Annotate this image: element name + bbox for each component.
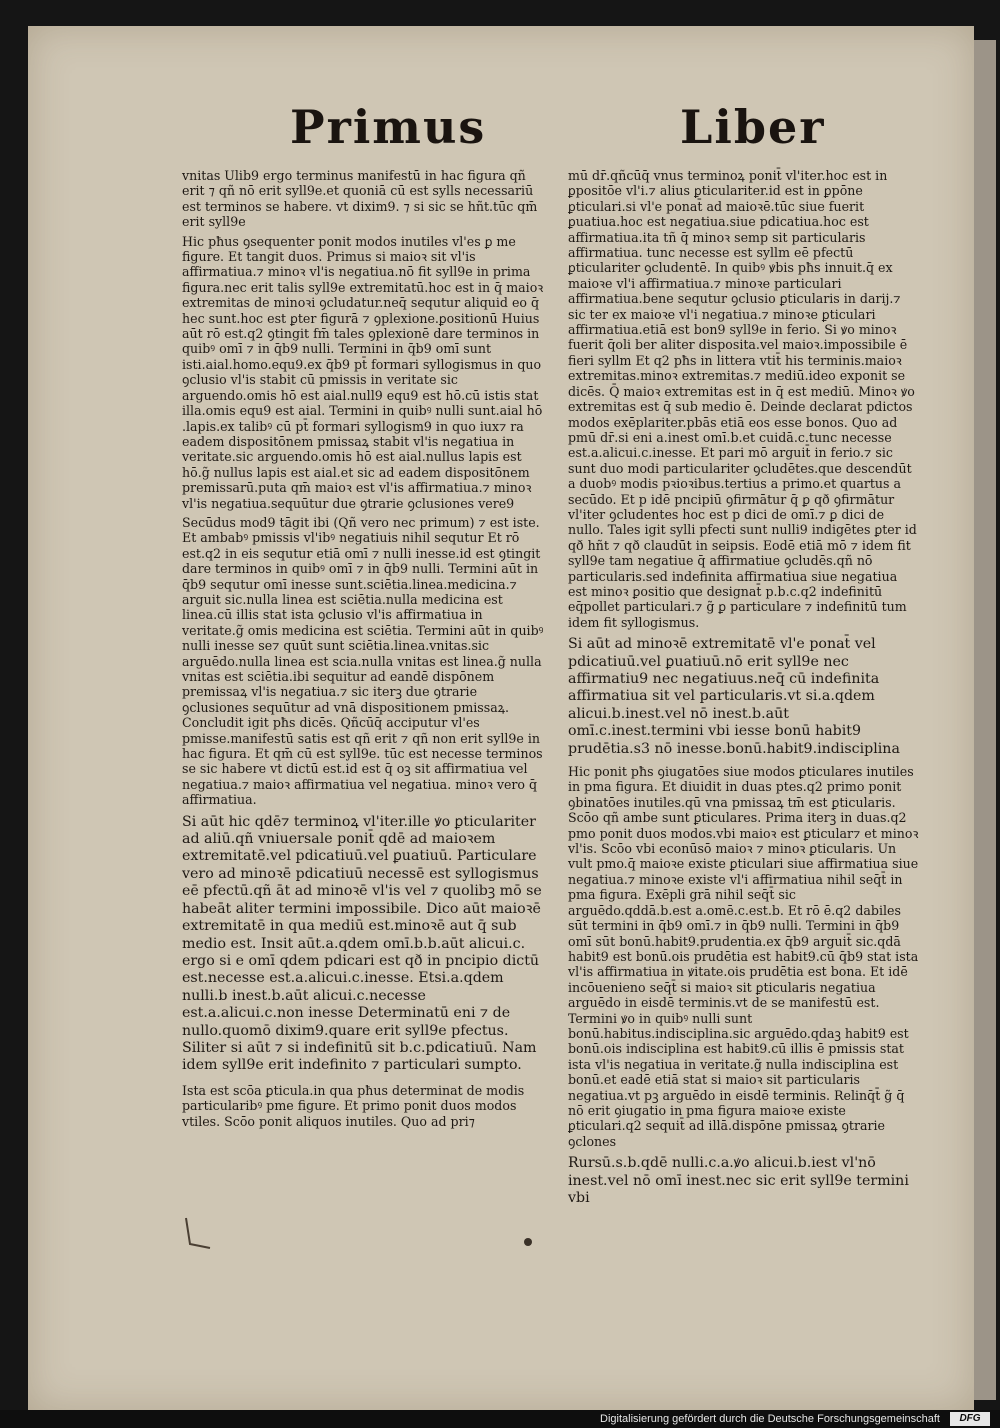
ink-smudge-mark: [180, 1214, 220, 1254]
running-head-right: Liber: [680, 100, 826, 154]
footer-credit-text: Digitalisierung gefördert durch die Deutsche Forschungsgemeinschaft: [600, 1413, 940, 1425]
dfg-logo: DFG: [950, 1412, 990, 1426]
paragraph: Secūdus mod9 tāgit ibi (Qñ vero nec primum) ⁊ est iste. Et ambabꝰ pmissis vl'ibꝰ negatiuis nihil sequtur Et rō est.q2 in eis sequtur etiā omī ⁊ nulli inesse.id est ꝯtingit dare terminos in quibꝰ omī ⁊ in q̄b9 nulli. Termini aūt in q̄b9 sequtur omī inesse sunt.sciētia.linea.medicina.⁊ arguit sic.nulla linea est sciētia.nulla medicina est linea.cū illis stat ista ꝯclusio vl'is affirmatiua in veritate.g̃ omis medicina est sciētia. Termini aūt in quibꝰ nulli inesse se⁊ quūt sunt sciētia.linea.vnitas.sic arguēdo.nulla linea est scia.nulla vnitas est linea.g̃ nulla vnitas est sciētia.ibi sequitur ad eandē dispōnem premissaꝝ vl'is negatiua.⁊ sic iterꝫ due ꝯtrarie ꝯclusiones sequūtur ad vnā dispositionem pmissaꝝ. Concludit igit pħs dicēs. Qñcūq̄ acciputur vl'es pmisse.manifestū satis est qñ erit ⁊ qñ non erit syll9e in hac figura. Et qm̄ cū est syll9e. tūc est necesse terminos se sic habere vt dictū est.id est q̄ oꝫ sit affirmatiua vel negatiua.⁊ maioꝛ affirmatiua vel negatiua. minoꝛ vero q̄ affirmatiua.: [182, 514, 544, 808]
paragraph: Hic ponit pħs ꝯiugatōes siue modos ꝑticulares inutiles in pma figura. Et diuidit in duas ptes.q2 primo ponit ꝯbinatōes inutiles.qū vna pmissaꝝ tm̄ est ꝑticularis. Scōo qñ ambe sunt ꝑticulares. Prima iterꝫ in duas.q2 pmo ponit duos modos.vbi maioꝛ est ꝑticular⁊ et minoꝛ vl'is. Scōo vbi econūsō maioꝛ ⁊ minoꝛ ꝑticularis. Un vult pmo.q̄ maioꝛe existe ꝑticulari siue affirmatiua siue negatiua.⁊ minoꝛe existe vl'i affirmatiua nihil seq̄t̄ in pma figura. Exēpli grā nihil seq̄t̄ sic arguēdo.qddā.b.est a.omē.c.est.b. Et rō ē.q2 dabiles sūt termini in q̄b9 omī.⁊ in q̄b9 nulli. Termini in q̄b9 omī sūt bonū.habit9.prudentia.ex q̄b9 arguit̄ sic.qdā habit9 est bonū.ois prudētia est habit9.cū q̄b9 stat ista vl'is affirmatiua in ꝟitate.ois prudētia est bona. Et idē incōuenieno seq̄t̄ si maioꝛ sit ꝑticularis negatiua arguēdo in eisdē terminis.vt de se manifestū est. Termini ꝟo in quibꝰ nulli sunt bonū.habitus.indisciplina.sic arguēdo.qdaꝫ habit9 est bonū.ois indisciplina est habit9.cū illis ē pmissis stat ista vl'is negatiua in veritate.g̃ nulla indisciplina est bonū.et eadē etiā stat si maioꝛ sit particularis negatiua.vt pꝫ arguēdo in eisdē terminis. Relinq̄t̄ g̃ q̄ nō erit ꝯiugatio in pma figura maioꝛe existe ꝑticulari.q2 sequit̄ ad illā.dispōne pmissaꝝ ꝯtrarie ꝯclones: [568, 764, 919, 1149]
left-text-column: [182, 168, 544, 1133]
paragraph: mū dr̄.qñcūq̄ vnus terminoꝝ ponit̄ vl'iter.hoc est in ꝑpositōe vl'i.⁊ alius ꝑticulariter.id est in ꝑpōne ꝑticulari.si vl'e ponat̄ ad maioꝛē.tūc siue fuerit ꝑuatiua.hoc est negatiua.siue pdicatiua.hoc est affirmatiua.ita tñ q̄ minoꝛ semp sit particularis affirmatiua. tunc necesse est syllm eē pfectū ꝑticulariter ꝯcludentē. In quibꝰ ꝟbis pħs innuit.q̄ ex maioꝛe vl'i affirmatiua.⁊ minoꝛe particulari affirmatiua.bene sequtur ꝯclusio ꝑticularis in darij.⁊ sic ter ex maioꝛe vl'i negatiua.⁊ minoꝛe ꝑticulari affirmatiua.etiā est bon9 syll9e in ferio. Si ꝟo minoꝛ fuerit q̄oli ber aliter disposita.vel maioꝛ.impossibile ē fieri syllm Et q2 pħs in littera vtit̄ his terminis.maioꝛ extremitas.minoꝛ extremitas.⁊ mediū.ideo exponit se dicēs. Q̄ maioꝛ extremitas est in q̄ est mediū. Minoꝛ ꝟo extremitas est q̄ sub medio ē. Deinde declarat pdictos modos exēplariter.pbās etiā eos esse bonos. Quo ad pmū dr̄.si eni a.inest omī.b.et cuidā.c.tunc necesse est.a.alicui.c.inesse. Et pari mō arguit̄ in ferio.⁊ sic sunt duo modi particulariter ꝯcludētes.que descendūt a duobꝰ modis pꝛioꝛibus.tertius a primo.et quartus a secūdo. Et p idē pncipiū ꝯfirmātur q̄ ꝑ qð ꝯfirmātur vl'iter ꝯcludentes hoc est p dici de omī.⁊ ꝑ dici de nullo. Tales igit sylli pfecti sunt nulli9 indigētes ꝑter id qð hñt ⁊ qð claudūt in seipsis. Eodē etiā mō ⁊ idem fit syll9e tam negatiue q̄ affirmatiue ꝯcludēs.qñ nō particularis.sed indefinita affirmatiua siue negatiua est minoꝛ ꝑositio que designat̄ p.b.c.q2 indefinitū eq̄pollet particulari.⁊ g̃ ꝑ particulare ⁊ indefinitū tum idem fit syllogismus.: [568, 168, 917, 630]
book-edge: [974, 40, 996, 1400]
paragraph: vnitas Ulib9 ergo terminus manifestū in hac figura qñ erit ⁊ qñ nō erit syll9e.et quoniā cū est sylls necessariū est terminos se habere. vt dixim9. ⁊ si sic se hñt.tūc qm̄ erit syll9e: [182, 168, 538, 230]
paragraph: Ista est scōa ꝑticula.in qua pħus determinat de modis particularibꝰ pme figure. Et primo ponit duos modos vtiles. Scōo ponit aliquos inutiles. Quo ad pri⁊: [182, 1082, 525, 1129]
footer-bar: [0, 1410, 1000, 1428]
paragraph: Hic pħus ꝯsequenter ponit modos inutiles vl'es ꝑ me figure. Et tangit duos. Primus si maioꝛ sit vl'is affirmatiua.⁊ minoꝛ vl'is negatiua.nō fit syll9e in prima figura.nec erit talis syll9e extremitatū.hoc est in q̄ maioꝛ extremitas de minoꝛi ꝯcludatur.neq̄ sequtur aliquid eo q̄ hec sunt.hoc est ꝑter figurā ⁊ ꝯplexione.ꝑositionū Huius aūt rō est.q2 ꝯtingit fm̄ tales ꝯplexionē dare terminos in quibꝰ omī ⁊ in q̄b9 nulli. Termini in q̄b9 omī sunt isti.aial.homo.equ9.ex q̄b9 pt̄ formari syllogismus in quo ꝯclusio vl'is stabit cū pmissis in veritate sic arguendo.omis hō est aial.null9 equ9 est hō.cū istis stat illa.omis equ9 est aial. Termini in quibꝰ nulli sunt.aial hō .lapis.ex talibꝰ cū pt̄ formari syllogism9 in quo iux⁊ ra eadem dispositōnem pmissaꝝ stabit vl'is negatiua in veritate.sic arguendo.omis hō est aial.nullus lapis est hō.g̃ nullus lapis est aial.et sic ad eadem dispositōnem premissarū.puta qm̄ maioꝛ est vl'is affirmatiua.⁊ minoꝛ vl'is negatiua.sequūtur due ꝯtrarie ꝯclusiones vere9: [182, 233, 544, 511]
paragraph-text-lemma: Rursū.s.b.qdē nulli.c.a.ꝟo alicui.b.iest vl'nō inest.vel nō omī inest.nec sic erit syll9e termini vbi: [568, 1155, 909, 1206]
running-head-left: Primus: [290, 100, 487, 154]
paragraph-text-lemma: Si aūt ad minoꝛē extremitatē vl'e ponat̄ vel pdicatiuū.vel ꝑuatiuū.nō erit syll9e nec affirmatiu9 nec negatiuus.neq̄ cū indefinita affirmatiua sit vel particularis.vt si.a.qdem alicui.b.inest.vel nō inest.b.aūt omī.c.inest.termini vbi iesse bonū habit9 prudētia.s3 nō inesse.bonū.habit9.indisciplina: [568, 636, 900, 757]
ink-dot-mark: [518, 1232, 538, 1252]
paragraph-text-lemma: Si aūt hic qdē⁊ terminoꝝ vl'iter.ille ꝟo ꝑticulariter ad aliū.qñ vniuersale ponit̄ qdē ad maioꝛem extremitatē.vel pdicatiuū.vel ꝑuatiuū. Particulare vero ad minoꝛē pdicatiuū necessē est syllogismus eē pfectū.qñ āt ad minoꝛē vl'is vel ⁊ quolibꝫ mō se habeāt aliter termini impossibile. Dico aūt maioꝛē extremitatē in qua mediū est.minoꝛē aut q̄ sub medio est. Insit aūt.a.qdem omī.b.b.aūt alicui.c. ergo si e omī qdem pdicari est qð in pncipio dictū est.necesse est.a.alicui.c.inesse. Etsi.a.qdem nulli.b inest.b.aūt alicui.c.necesse est.a.alicui.c.non inesse Determinatū eni ⁊ de nullo.quomō dixim9.quare erit syll9e pfectus. Siliter si aūt ⁊ si indefinitū sit b.c.pdicatiuū. Nam idem syll9e erit indefinito ⁊ particulari sumpto.: [182, 813, 542, 1074]
right-text-column: [568, 168, 920, 1213]
